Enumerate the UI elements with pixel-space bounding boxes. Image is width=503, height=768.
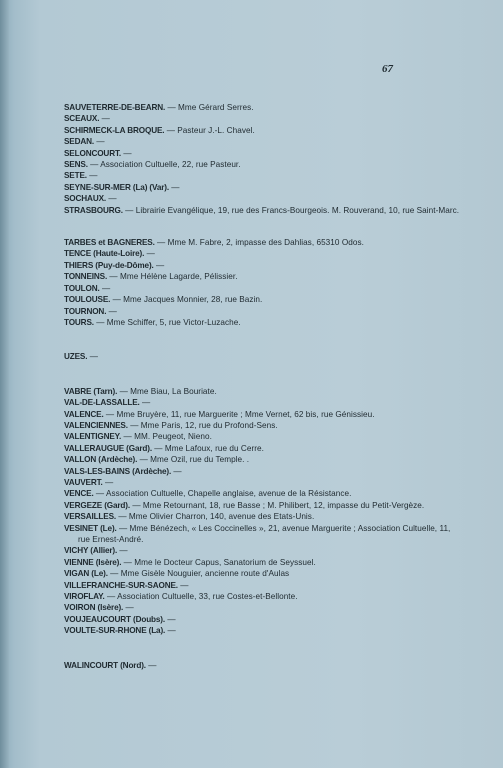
contact-details: — Mme Gisèle Nouguier, ancienne route d'Aulas: [107, 569, 290, 579]
town-name: TOURS.: [64, 317, 94, 327]
directory-entry: [64, 602, 464, 613]
directory-entry: [64, 283, 464, 294]
section-spacer: [64, 637, 464, 660]
contact-details: —: [99, 114, 110, 124]
directory-entry: [64, 466, 464, 477]
directory-entry: [64, 625, 464, 636]
directory-entry: [64, 409, 464, 420]
contact-details: — Mme Retournant, 18, rue Basse ; M. Philibert, 12, impasse du Petit-Vergèze.: [130, 500, 425, 510]
directory-entry: [64, 113, 464, 124]
town-name: UZES.: [64, 352, 88, 362]
directory-entry: [64, 125, 464, 136]
page-number: 67: [382, 63, 393, 75]
contact-details: — Mme Gérard Serres.: [165, 103, 254, 112]
town-name: SAUVETERRE-DE-BEARN.: [64, 103, 166, 112]
contact-details: —: [86, 171, 98, 181]
contact-details: — Association Cultuelle, Chapelle anglaise, avenue de la Résistance.: [93, 489, 352, 499]
directory-entry: [64, 306, 464, 317]
town-name: SENS.: [64, 160, 88, 170]
contact-details: — Association Cultuelle, 22, rue Pasteur.: [87, 160, 241, 170]
contact-details: — Association Cultuelle, 33, rue Costes-et-Bellonte.: [104, 592, 298, 602]
directory-entry: [64, 271, 464, 282]
town-name: SOCHAUX.: [64, 194, 107, 204]
directory-entry: [64, 557, 464, 568]
contact-details: — Mme Hélène Lagarde, Pélissier.: [107, 272, 238, 282]
town-name: VALENCIENNES.: [64, 420, 128, 430]
town-name: VICHY (Allier).: [64, 546, 118, 556]
town-name: TOURNON.: [64, 306, 107, 316]
contact-details: —: [171, 466, 182, 476]
directory-entry: [64, 260, 464, 271]
town-name: STRASBOURG.: [64, 205, 123, 215]
directory-entry: [64, 614, 464, 625]
town-name: VAUVERT.: [64, 477, 103, 487]
directory-entry: [64, 580, 464, 591]
town-name: VIGAN (Le).: [64, 569, 108, 579]
directory-entry: [64, 148, 464, 159]
town-name: VILLEFRANCHE-SUR-SAONE.: [64, 580, 178, 590]
town-name: TENCE (Haute-Loire).: [64, 249, 145, 259]
directory-entry: [64, 397, 464, 408]
town-name: TONNEINS.: [64, 272, 108, 282]
contact-details: — Pasteur J.-L. Chavel.: [164, 125, 255, 135]
contact-details: — Mme M. Fabre, 2, impasse des Dahlias, 65310 Odos.: [154, 238, 364, 248]
town-name: SEDAN.: [64, 137, 95, 147]
directory-entry: [64, 488, 464, 499]
town-name: VIENNE (Isère).: [64, 557, 122, 567]
section-spacer: [64, 216, 464, 237]
contact-details: —: [99, 283, 111, 293]
directory-entry: [64, 351, 464, 362]
directory-entry: [64, 660, 464, 671]
contact-details: —: [153, 260, 165, 270]
directory-section: [64, 351, 464, 362]
contact-details: —: [106, 306, 117, 316]
directory-entry: [64, 193, 464, 204]
directory-entry: [64, 294, 464, 305]
directory-section: [64, 660, 464, 671]
town-name: SETE.: [64, 171, 87, 181]
town-name: VOUJEAUCOURT (Doubs).: [64, 614, 166, 624]
directory-section: [64, 386, 464, 637]
contact-details: —: [102, 477, 114, 487]
contact-details: —: [165, 626, 176, 636]
directory-entry: [64, 443, 464, 454]
directory-entry: [64, 170, 464, 181]
contact-details: — Mme Ozil, rue du Temple. .: [137, 455, 250, 465]
directory-entry: [64, 237, 464, 248]
directory-entry: [64, 477, 464, 488]
directory-entry: [64, 205, 464, 216]
directory-entry: [64, 591, 464, 602]
directory-entry: [64, 431, 464, 442]
contact-details: —: [121, 148, 132, 158]
section-spacer: [64, 363, 464, 386]
town-name: SCEAUX.: [64, 114, 100, 124]
directory-entry: [64, 386, 464, 397]
town-name: VERGEZE (Gard).: [64, 500, 130, 510]
contact-details: —: [87, 352, 98, 362]
directory-section: [64, 237, 464, 328]
town-name: SEYNE-SUR-MER (La) (Var).: [64, 182, 169, 192]
contact-details: —: [139, 398, 151, 408]
contact-details: — Mme Bénézech, « Les Coccinelles », 21, avenue Marguerite ; Association Cultuelle, 11, rue Ernest-André.: [78, 523, 451, 544]
town-name: TOULOUSE.: [64, 295, 111, 305]
contact-details: — Mme Jacques Monnier, 28, rue Bazin.: [110, 295, 263, 305]
directory-entry: [64, 568, 464, 579]
contact-details: — Mme Lafoux, rue du Cerre.: [151, 443, 264, 453]
directory-entry: [64, 317, 464, 328]
directory-entry: [64, 248, 464, 259]
contact-details: — Mme Paris, 12, rue du Profond-Sens.: [127, 420, 278, 430]
town-name: TOULON.: [64, 283, 100, 293]
contact-details: —: [177, 580, 189, 590]
town-name: VAL-DE-LASSALLE.: [64, 398, 140, 408]
directory-entry: [64, 136, 464, 147]
directory-entry: [64, 545, 464, 556]
contact-details: — Mme le Docteur Capus, Sanatorium de Seyssuel.: [121, 557, 316, 567]
directory-section: [64, 102, 464, 216]
directory-entry: [64, 511, 464, 522]
town-name: VOIRON (Isère).: [64, 603, 124, 613]
town-name: VABRE (Tarn).: [64, 386, 118, 396]
page-binding-edge: [0, 0, 9, 768]
contact-details: —: [117, 546, 128, 556]
contact-details: —: [123, 603, 134, 613]
contact-details: —: [165, 614, 176, 624]
directory-entry: [64, 500, 464, 511]
section-spacer: [64, 328, 464, 351]
town-name: VOULTE-SUR-RHONE (La).: [64, 626, 166, 636]
town-name: VALS-LES-BAINS (Ardèche).: [64, 466, 172, 476]
directory-entry: [64, 159, 464, 170]
directory-entry: [64, 102, 464, 113]
town-name: VALENCE.: [64, 409, 104, 419]
town-name: SCHIRMECK-LA BROQUE.: [64, 125, 165, 135]
town-name: THIERS (Puy-de-Dôme).: [64, 260, 154, 270]
town-name: VIROFLAY.: [64, 592, 105, 602]
directory-listing: [64, 102, 464, 671]
town-name: SELONCOURT.: [64, 148, 122, 158]
contact-details: —: [144, 249, 155, 259]
town-name: VESINET (Le).: [64, 523, 117, 533]
town-name: VENCE.: [64, 489, 94, 499]
directory-entry: [64, 420, 464, 431]
town-name: WALINCOURT (Nord).: [64, 660, 146, 670]
contact-details: — Mme Bruyère, 11, rue Marguerite ; Mme Vernet, 62 bis, rue Génissieu.: [103, 409, 375, 419]
town-name: VALENTIGNEY.: [64, 432, 122, 442]
contact-details: —: [145, 660, 157, 670]
town-name: TARBES et BAGNERES.: [64, 238, 155, 248]
contact-details: — Mme Olivier Charron, 140, avenue des Etats-Unis.: [116, 512, 315, 522]
contact-details: —: [106, 194, 117, 204]
contact-details: —: [94, 137, 105, 147]
directory-entry: [64, 182, 464, 193]
contact-details: — MM. Peugeot, Nieno.: [121, 432, 212, 442]
contact-details: — Mme Biau, La Bouriate.: [117, 386, 217, 396]
contact-details: — Librairie Evangélique, 19, rue des Francs-Bourgeois. M. Rouverand, 10, rue Saint-Marc.: [122, 205, 460, 215]
contact-details: — Mme Schiffer, 5, rue Victor-Luzache.: [93, 317, 241, 327]
town-name: VALLON (Ardèche).: [64, 455, 138, 465]
contact-details: —: [168, 182, 180, 192]
town-name: VERSAILLES.: [64, 512, 117, 522]
town-name: VALLERAUGUE (Gard).: [64, 443, 152, 453]
directory-entry: [64, 454, 464, 465]
directory-entry: [64, 523, 464, 546]
